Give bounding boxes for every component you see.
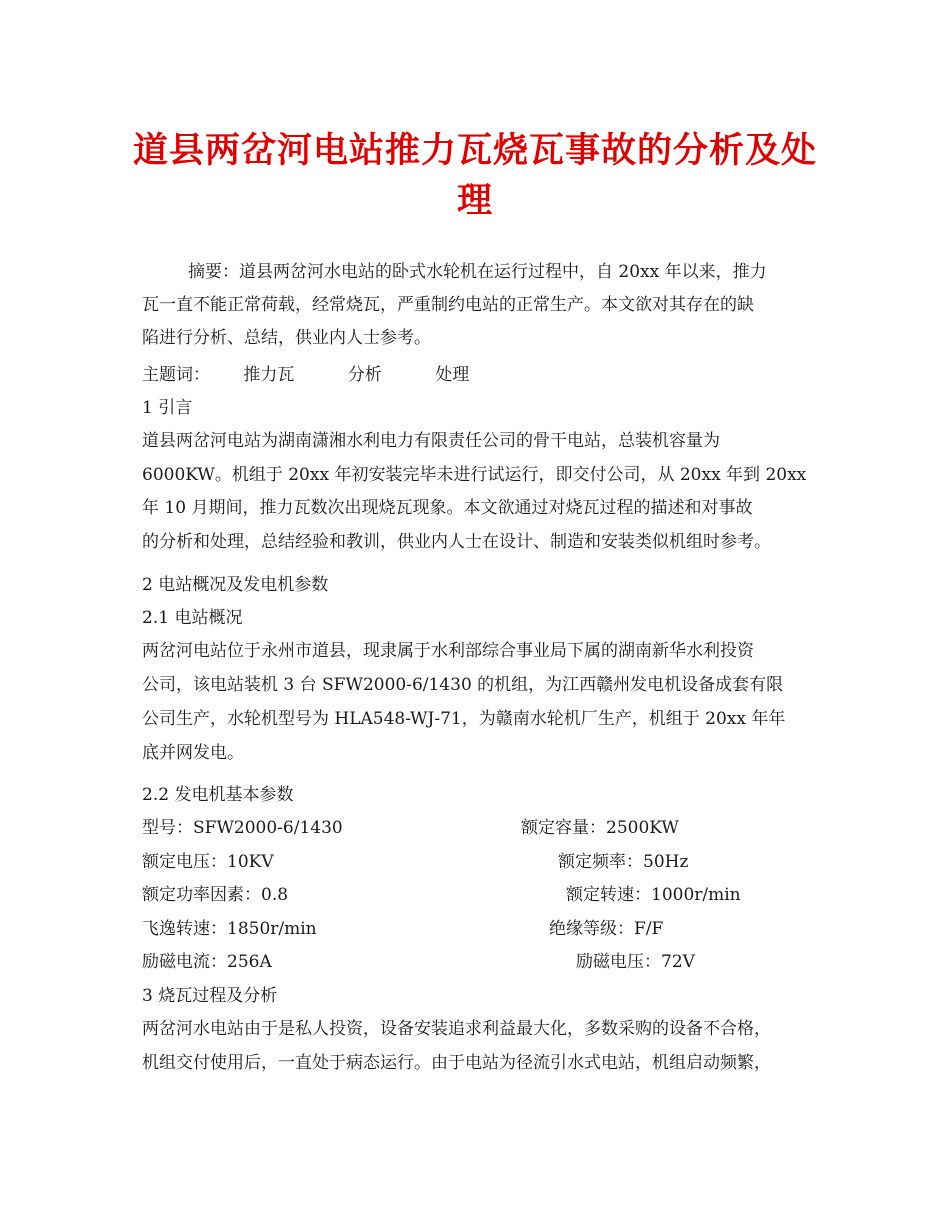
section-2-1-heading: 2.1 电站概况 — [142, 608, 243, 628]
section-2-1-line: 公司，该电站装机 3 台 SFW2000-6/1430 的机组，为江西赣州发电机设备成套有限 — [142, 675, 784, 695]
abstract-line-2: 瓦一直不能正常荷载，经常烧瓦，严重制约电站的正常生产。本文欲对其存在的缺 — [142, 295, 754, 315]
abstract-line-3: 陷进行分析、总结，供业内人士参考。 — [142, 328, 431, 348]
section-2-1-line: 底并网发电。 — [142, 743, 244, 763]
param-right: 额定频率：50Hz — [558, 852, 689, 872]
keyword-item: 推力瓦 — [243, 365, 295, 385]
param-right: 额定容量：2500KW — [521, 818, 679, 838]
title-line-1: 道县两岔河电站推力瓦烧瓦事故的分析及处 — [132, 130, 817, 171]
keyword-item: 分析 — [347, 365, 382, 385]
keywords-line — [142, 359, 832, 392]
abstract-line-1: 摘要：道县两岔河水电站的卧式水轮机在运行过程中，自 20xx 年以来，推力 — [188, 262, 767, 282]
section-3-line: 两岔河水电站由于是私人投资，设备安装追求利益最大化，多数采购的设备不合格， — [142, 1019, 771, 1039]
section-2-2-heading: 2.2 发电机基本参数 — [142, 785, 294, 805]
section-1-line: 的分析和处理，总结经验和教训，供业内人士在设计、制造和安装类似机组时参考。 — [142, 532, 771, 552]
title-line-2: 理 — [456, 180, 493, 221]
param-left: 型号：SFW2000-6/1430 — [142, 818, 343, 838]
section-3-heading: 3 烧瓦过程及分析 — [142, 986, 278, 1006]
section-2-heading: 2 电站概况及发电机参数 — [142, 575, 329, 595]
section-2-1-line: 公司生产，水轮机型号为 HLA548-WJ-71，为赣南水轮机厂生产，机组于 20xx 年年 — [142, 709, 786, 729]
param-right: 额定转速：1000r/min — [566, 885, 741, 905]
section-3-line: 机组交付使用后，一直处于病态运行。由于电站为径流引水式电站，机组启动频繁， — [142, 1053, 771, 1073]
param-right: 励磁电压：72V — [576, 952, 695, 972]
param-left: 额定功率因素：0.8 — [142, 885, 289, 905]
document-title — [120, 126, 830, 226]
param-right: 绝缘等级：F/F — [549, 919, 664, 939]
param-left: 飞逸转速：1850r/min — [142, 919, 317, 939]
param-left: 励磁电流：256A — [142, 952, 272, 972]
keyword-item: 处理 — [435, 365, 470, 385]
section-2-1-line: 两岔河电站位于永州市道县，现隶属于水利部综合事业局下属的湖南新华水利投资 — [142, 641, 754, 661]
section-1-line: 道县两岔河电站为湖南潇湘水利电力有限责任公司的骨干电站，总装机容量为 — [142, 431, 720, 451]
section-1-line: 年 10 月期间，推力瓦数次出现烧瓦现象。本文欲通过对烧瓦过程的描述和对事故 — [142, 498, 753, 518]
section-1-heading: 1 引言 — [142, 398, 193, 418]
param-left: 额定电压：10KV — [142, 852, 274, 872]
section-1-line: 6000KW。机组于 20xx 年初安装完毕未进行试运行，即交付公司，从 20xx 年到 20xx — [142, 465, 807, 485]
keywords-label: 主题词： — [142, 365, 210, 385]
